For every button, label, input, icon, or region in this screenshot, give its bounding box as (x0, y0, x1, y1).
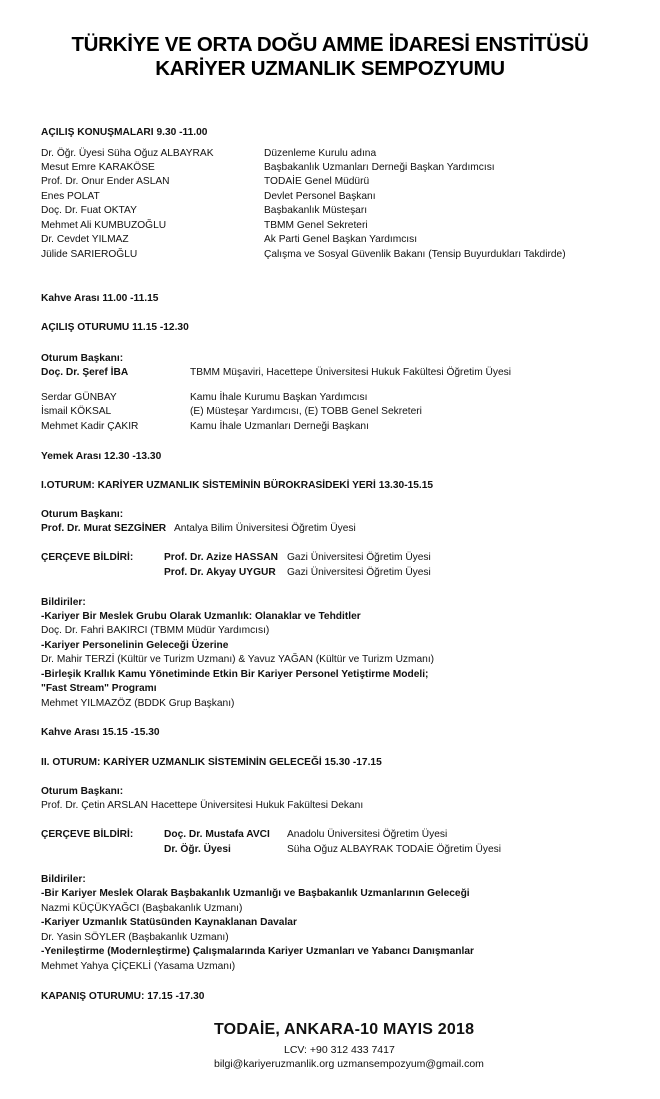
section-heading-closing: KAPANIŞ OTURUMU: 17.15 -17.30 (41, 991, 205, 1002)
break-lunch: Yemek Arası 12.30 -13.30 (41, 451, 162, 462)
speaker-name: Prof. Dr. Onur Ender ASLAN (41, 176, 170, 187)
paper-title: -Kariyer Bir Meslek Grubu Olarak Uzmanlık: Olanaklar ve Tehditler (41, 611, 361, 622)
paper-author: Nazmi KÜÇÜKYAĞCI (Başbakanlık Uzmanı) (41, 903, 243, 914)
speaker-role: (E) Müsteşar Yardımcısı, (E) TOBB Genel Sekreteri (190, 406, 422, 417)
frame-paper-name: Doç. Dr. Mustafa AVCI (164, 829, 270, 840)
speaker-name: Mehmet Kadir ÇAKIR (41, 421, 139, 432)
speaker-role: Düzenleme Kurulu adına (264, 148, 377, 159)
paper-title: -Yenileştirme (Modernleştirme) Çalışmalarında Kariyer Uzmanları ve Yabancı Danışmanlar (41, 946, 474, 957)
section-heading-session-1: I.OTURUM: KARİYER UZMANLIK SİSTEMİNİN BÜROKRASİDEKİ YERİ 13.30-15.15 (41, 480, 434, 491)
paper-author: Mehmet YILMAZÖZ (BDDK Grup Başkanı) (41, 698, 235, 709)
section-heading-opening-speeches: AÇILIŞ KONUŞMALARI 9.30 -11.00 (41, 127, 208, 138)
chair-label: Oturum Başkanı: (41, 509, 124, 520)
footer-place-date: TODAİE, ANKARA-10 MAYIS 2018 (214, 1021, 475, 1038)
break-coffee-2: Kahve Arası 15.15 -15.30 (41, 727, 160, 738)
frame-paper-name: Prof. Dr. Azize HASSAN (164, 552, 278, 563)
chair-role: Antalya Bilim Üniversitesi Öğretim Üyesi (174, 523, 356, 534)
speaker-role: Başbakanlık Müsteşarı (264, 205, 368, 216)
speaker-name: Mesut Emre KARAKÖSE (41, 162, 155, 173)
section-heading-opening-session: AÇILIŞ OTURUMU 11.15 -12.30 (41, 322, 189, 333)
frame-paper-role: Anadolu Üniversitesi Öğretim Üyesi (287, 829, 448, 840)
frame-paper-name: Dr. Öğr. Üyesi (164, 844, 231, 855)
paper-author: Dr. Mahir TERZİ (Kültür ve Turizm Uzmanı) & Yavuz YAĞAN (Kültür ve Turizm Uzmanı) (41, 654, 435, 665)
speaker-name: Doç. Dr. Fuat OKTAY (41, 205, 137, 216)
paper-author: Doç. Dr. Fahri BAKIRCI (TBMM Müdür Yardımcısı) (41, 625, 270, 636)
paper-title: "Fast Stream" Programı (41, 683, 157, 694)
speaker-role: Ak Parti Genel Başkan Yardımcısı (264, 234, 418, 245)
speaker-role: Çalışma ve Sosyal Güvenlik Bakanı (Tensip Buyurdukları Takdirde) (264, 249, 566, 260)
speaker-role: Kamu İhale Kurumu Başkan Yardımcısı (190, 392, 368, 403)
paper-author: Dr. Yasin SÖYLER (Başbakanlık Uzmanı) (41, 932, 229, 943)
paper-title: -Kariyer Uzmanlık Statüsünden Kaynaklanan Davalar (41, 917, 297, 928)
chair-label: Oturum Başkanı: (41, 353, 124, 364)
speaker-role: Başbakanlık Uzmanları Derneği Başkan Yardımcısı (264, 162, 495, 173)
speaker-name: Enes POLAT (41, 191, 100, 202)
speaker-name: Serdar GÜNBAY (41, 392, 117, 403)
speaker-role: Kamu İhale Uzmanları Derneği Başkanı (190, 421, 369, 432)
frame-paper-role: Gazi Üniversitesi Öğretim Üyesi (287, 552, 431, 563)
papers-label: Bildiriler: (41, 597, 86, 608)
chair-role: TBMM Müşaviri, Hacettepe Üniversitesi Hukuk Fakültesi Öğretim Üyesi (190, 367, 511, 378)
speaker-name: Jülide SARIEROĞLU (41, 249, 138, 260)
paper-author: Mehmet Yahya ÇİÇEKLİ (Yasama Uzmanı) (41, 961, 236, 972)
footer-phone: LCV: +90 312 433 7417 (284, 1044, 395, 1056)
speaker-role: TBMM Genel Sekreteri (264, 220, 368, 231)
paper-title: -Birleşik Krallık Kamu Yönetiminde Etkin Bir Kariyer Personel Yetiştirme Modeli; (41, 669, 429, 680)
section-heading-session-2: II. OTURUM: KARİYER UZMANLIK SİSTEMİNİN GELECEĞİ 15.30 -17.15 (41, 757, 382, 768)
chair-label: Oturum Başkanı: (41, 786, 124, 797)
paper-title: -Kariyer Personelinin Geleceği Üzerine (41, 640, 229, 651)
page-title: TÜRKİYE VE ORTA DOĞU AMME İDARESİ ENSTİTÜSÜ (71, 33, 589, 56)
break-coffee-1: Kahve Arası 11.00 -11.15 (41, 293, 159, 304)
speaker-name: İsmail KÖKSAL (41, 406, 112, 417)
speaker-name: Dr. Cevdet YILMAZ (41, 234, 129, 245)
speaker-role: TODAİE Genel Müdürü (264, 176, 370, 187)
frame-paper-label: ÇERÇEVE BİLDİRİ: (41, 829, 134, 840)
speaker-name: Dr. Öğr. Üyesi Süha Oğuz ALBAYRAK (41, 148, 214, 159)
chair-name: Prof. Dr. Murat SEZGİNER (41, 523, 167, 534)
paper-title: -Bir Kariyer Meslek Olarak Başbakanlık Uzmanlığı ve Başbakanlık Uzmanlarının Geleceği (41, 888, 470, 899)
frame-paper-label: ÇERÇEVE BİLDİRİ: (41, 552, 134, 563)
frame-paper-role: Süha Oğuz ALBAYRAK TODAİE Öğretim Üyesi (287, 844, 502, 855)
speaker-role: Devlet Personel Başkanı (264, 191, 376, 202)
page-subtitle: KARİYER UZMANLIK SEMPOZYUMU (155, 57, 505, 80)
papers-label: Bildiriler: (41, 874, 86, 885)
frame-paper-role: Gazi Üniversitesi Öğretim Üyesi (287, 567, 431, 578)
speaker-name: Mehmet Ali KUMBUZOĞLU (41, 220, 167, 231)
chair-text: Prof. Dr. Çetin ARSLAN Hacettepe Üniversitesi Hukuk Fakültesi Dekanı (41, 800, 364, 811)
frame-paper-name: Prof. Dr. Akyay UYGUR (164, 567, 276, 578)
chair-name: Doç. Dr. Şeref İBA (41, 367, 129, 378)
footer-emails: bilgi@kariyeruzmanlik.org uzmansempozyum@gmail.com (214, 1058, 484, 1070)
